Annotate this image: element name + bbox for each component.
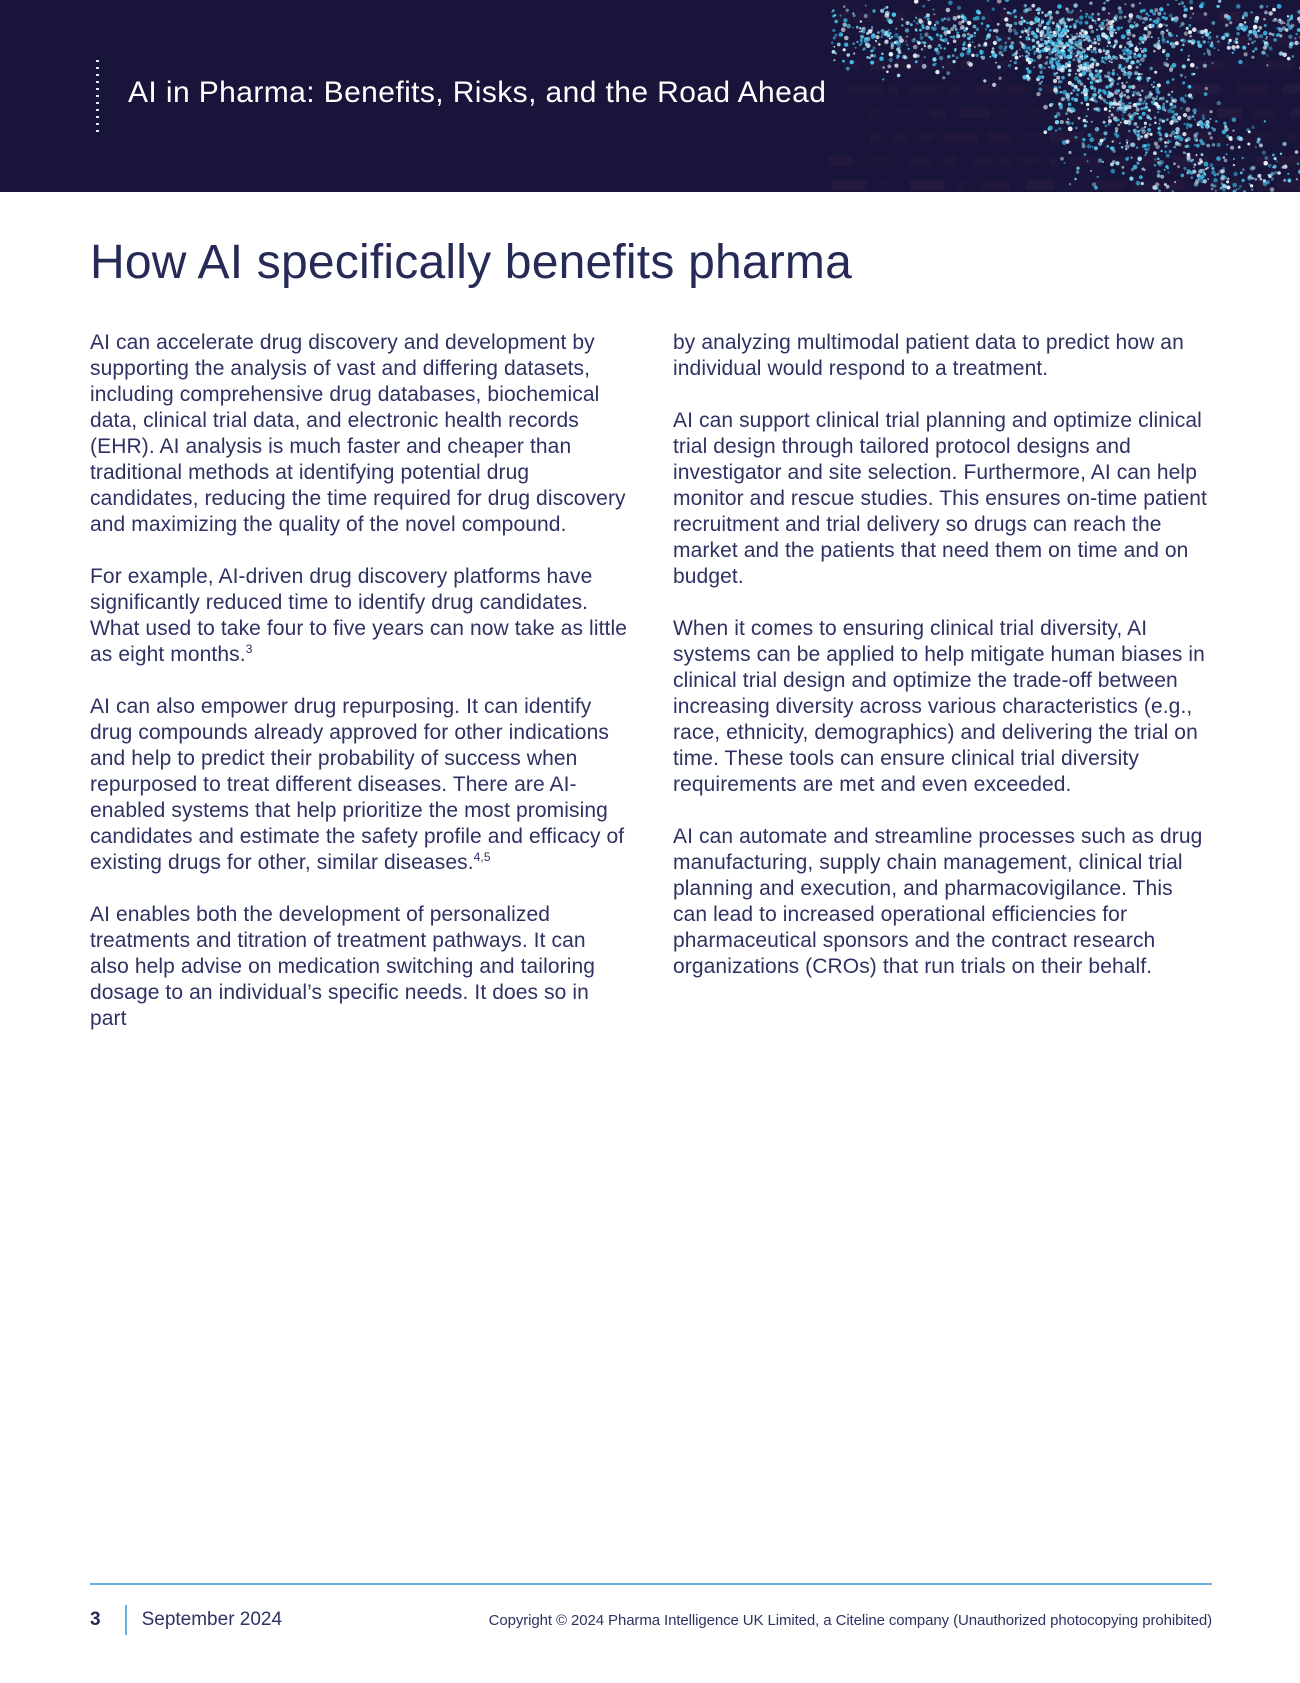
footer-rule xyxy=(90,1583,1212,1585)
paragraph: AI enables both the development of personalized treatments and titration of treatment pathways. It can also help advise on medication switching and tailoring dosage to an individual’s specific needs. It does so in part xyxy=(90,903,596,1030)
paragraph: When it comes to ensuring clinical trial diversity, AI systems can be applied to help mitigate human biases in clinical trial design and optimize the trade-off between increasing diversity across various characteristics (e.g., race, ethnicity, demographics) and delivering the trial on time. These tools can ensure clinical trial diversity requirements are met and even exceeded. xyxy=(673,617,1205,796)
page-number: 3 xyxy=(90,1609,101,1630)
body-columns xyxy=(0,330,1300,1058)
paragraph: For example, AI-driven drug discovery platforms have significantly reduced time to identify drug candidates. What used to take four to five years can now take as little as eight months.$^3$ xyxy=(90,565,628,666)
page-header xyxy=(0,0,1300,192)
footer-row xyxy=(90,1605,1212,1635)
footnote-reference: 4,5 xyxy=(473,850,491,864)
paragraph: AI can also empower drug repurposing. It can identify drug compounds already approved for other indications and help to predict their probability of success when repurposed to treat different diseases. There are AI-enabled systems that help prioritize the most promising candidates and estimate the safety profile and efficacy of existing drugs for other, similar diseases.$^{4,5}$ xyxy=(90,695,625,874)
section-heading: How AI specifically benefits pharma xyxy=(90,236,853,289)
paragraph: AI can accelerate drug discovery and development by supporting the analysis of vast and differing datasets, including comprehensive drug databases, biochemical data, clinical trial data, and electronic health records (EHR). AI analysis is much faster and cheaper than traditional methods at identifying potential drug candidates, reducing the time required for drug discovery and maximizing the quality of the novel compound. xyxy=(90,331,626,536)
footer-date: September 2024 xyxy=(141,1609,283,1630)
page-footer xyxy=(90,1583,1212,1635)
footer-copyright: Copyright © 2024 Pharma Intelligence UK Limited, a Citeline company (Unauthorized photocopying prohibited) xyxy=(488,1611,1212,1629)
footnote-reference: 3 xyxy=(245,642,253,656)
left-column xyxy=(90,330,627,1058)
dotted-line-accent xyxy=(96,60,99,134)
paragraph: AI can automate and streamline processes such as drug manufacturing, supply chain management, clinical trial planning and execution, and pharmacovigilance. This can lead to increased operational efficiencies for pharmaceutical sponsors and the contract research organizations (CROs) that run trials on their behalf. xyxy=(673,825,1203,978)
footer-separator xyxy=(125,1605,127,1635)
right-column xyxy=(673,330,1210,1058)
report-title: AI in Pharma: Benefits, Risks, and the Road Ahead xyxy=(128,76,827,109)
paragraph: AI can support clinical trial planning and optimize clinical trial design through tailored protocol designs and investigator and site selection. Furthermore, AI can help monitor and rescue studies. This ensures on-time patient recruitment and trial delivery so drugs can reach the market and the patients that need them on time and on budget. xyxy=(673,409,1207,588)
paragraph: by analyzing multimodal patient data to predict how an individual would respond to a treatment. xyxy=(673,331,1184,380)
